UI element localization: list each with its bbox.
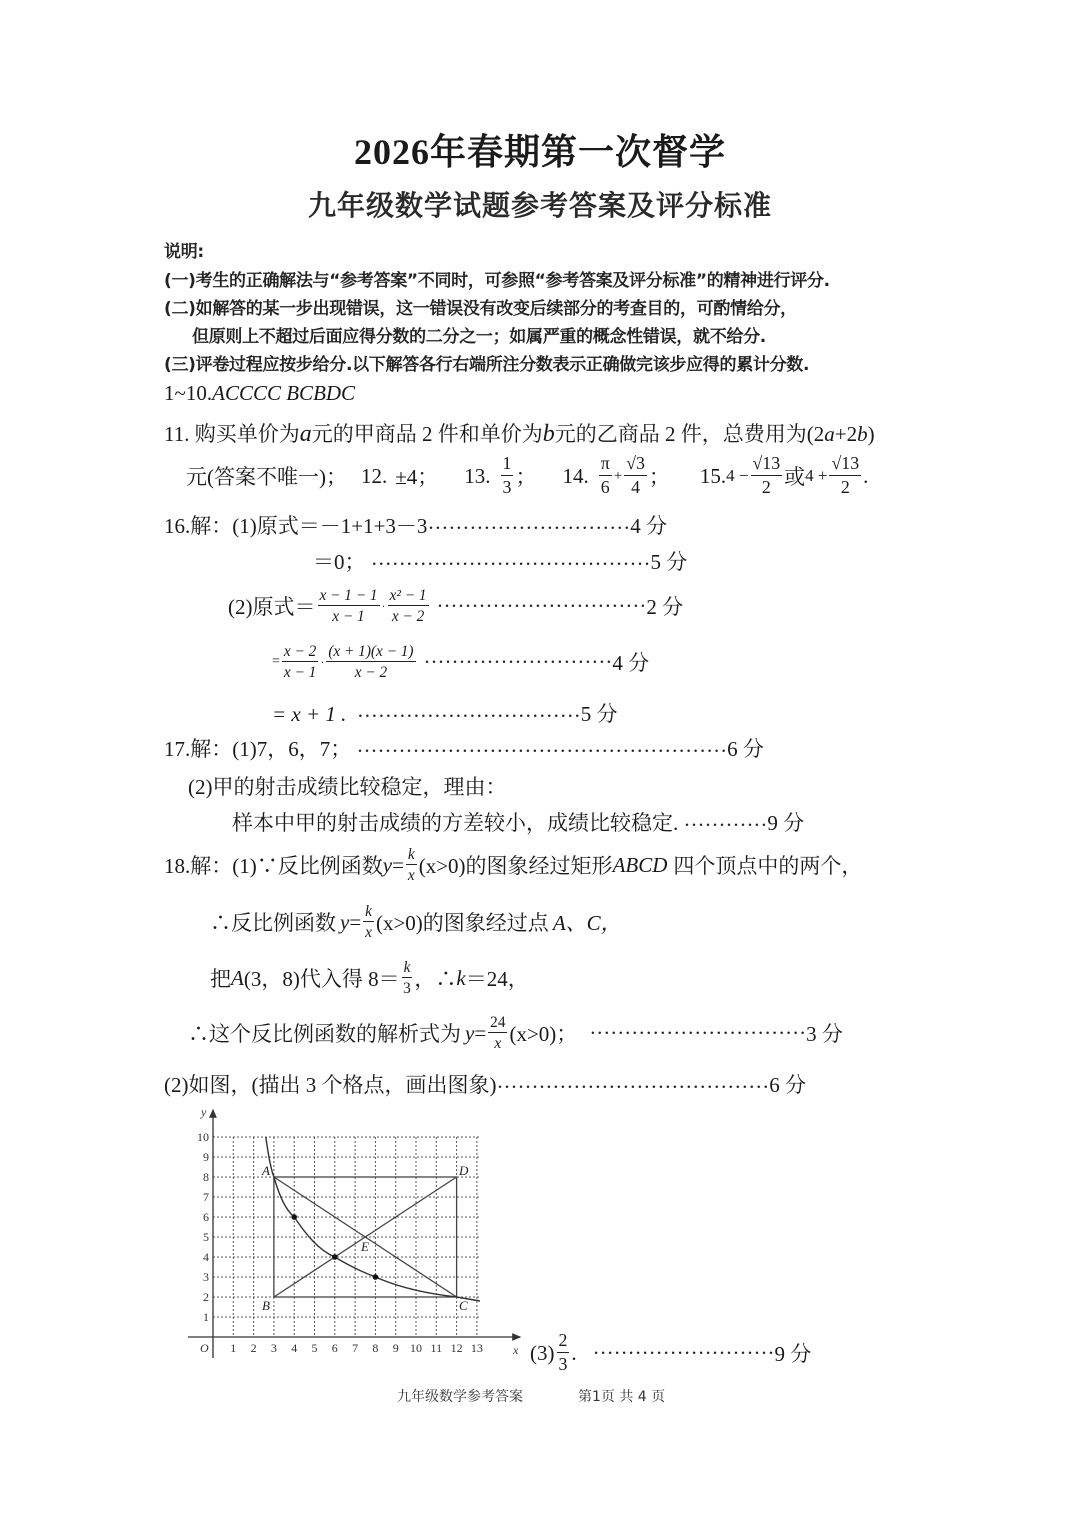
numerator: x² − 1	[388, 588, 429, 606]
q17-part2-reason	[232, 807, 804, 838]
fraction	[363, 904, 374, 941]
q11-var-b: b	[542, 421, 555, 447]
fraction	[282, 644, 318, 681]
denominator: 2	[840, 477, 850, 497]
q17-reason: 样本中甲的射击成绩的方差较小，成绩比较稳定.	[232, 811, 679, 835]
q18-line1	[164, 840, 862, 890]
denominator: x	[365, 924, 372, 941]
document-title: 2026年春期第一次督学	[353, 132, 726, 172]
q18-text: ，∴	[414, 967, 457, 991]
q15-fraction-1	[751, 455, 783, 497]
score: 4 分	[630, 514, 667, 538]
q18-line4	[188, 1008, 843, 1058]
points: A、C，	[552, 911, 622, 935]
var-y: y	[382, 852, 393, 877]
q14-fraction-1	[599, 455, 612, 497]
q13-fraction	[501, 455, 514, 497]
dot-operator: ·	[381, 598, 386, 613]
q14-number: 14.	[562, 463, 589, 488]
numerator: (x + 1)(x − 1)	[326, 644, 415, 662]
q18-text: (3，8)代入得 8＝	[243, 967, 400, 991]
numerator: x − 1 − 1	[318, 588, 380, 606]
var-y: y	[340, 909, 350, 934]
q18-line6	[530, 1328, 811, 1378]
fraction	[326, 644, 415, 681]
q15-tail: .	[863, 463, 869, 488]
q16-expr: (1)原式＝－1+1+3－3	[232, 514, 428, 538]
q11-tail: 元(答案不唯一)；	[186, 465, 347, 489]
svg-text:10: 10	[410, 1341, 422, 1355]
q16-part1-line2	[313, 546, 687, 577]
q14-fraction-2	[624, 455, 647, 497]
svg-text:13: 13	[470, 1341, 483, 1355]
label-b: B	[262, 1298, 270, 1313]
svg-text:12: 12	[450, 1341, 463, 1355]
svg-text:8: 8	[372, 1341, 379, 1355]
choice-answer-letters: ACCCC BCBDC	[212, 381, 356, 405]
document-subtitle: 九年级数学试题参考答案及评分标准	[307, 191, 772, 222]
point-8-3	[373, 1274, 379, 1280]
score: 6 分	[769, 1073, 806, 1097]
numerator: x − 2	[282, 644, 318, 662]
score: 5 分	[650, 550, 688, 574]
svg-text:3: 3	[203, 1270, 209, 1284]
q16-part2-line1	[228, 580, 683, 632]
score-leader: ··························	[592, 1340, 775, 1365]
choice-label: 1~10.	[164, 381, 213, 405]
var-k: k	[456, 965, 466, 990]
q17-label: 17.解：	[164, 737, 233, 761]
svg-text:6: 6	[203, 1210, 209, 1224]
score: 6 分	[727, 737, 764, 761]
q11-number: 11.	[164, 422, 190, 446]
q11-to-q15-line	[186, 450, 868, 502]
score: 3 分	[806, 1022, 843, 1046]
y-axis-label: y	[201, 1105, 207, 1119]
point-a: A	[231, 965, 244, 990]
score-leader: ···························	[423, 649, 613, 674]
equals: =	[392, 852, 404, 877]
fraction	[388, 588, 429, 625]
q18-line3	[210, 953, 529, 1003]
q18-text: 把	[210, 967, 231, 991]
svg-text:6: 6	[331, 1341, 338, 1355]
q15-number: 15.	[699, 463, 727, 488]
plus-sign: +	[613, 467, 623, 484]
grid-lines	[213, 1137, 480, 1337]
denominator: x − 1	[283, 664, 317, 681]
score-leader: ·····················································	[356, 738, 728, 763]
denominator: 4	[631, 477, 640, 497]
numerator: √13	[751, 455, 783, 476]
note-item-3: (三)评卷过程应按步给分.以下解答各行右端所注分数表示正确做完该步应得的累计分数.	[164, 355, 810, 375]
svg-text:9: 9	[392, 1341, 399, 1355]
numerator: 1	[501, 455, 514, 476]
denominator: x − 2	[354, 664, 388, 681]
denominator: 2	[761, 477, 771, 497]
numerator: 2	[557, 1332, 570, 1353]
score-leader: ············	[683, 812, 768, 837]
svg-text:4: 4	[203, 1250, 209, 1264]
q18-label: 18.解：	[164, 854, 233, 878]
var-y: y	[465, 1020, 475, 1045]
q18-text: (x>0)；	[509, 1022, 578, 1046]
q11-var-a: a	[299, 421, 312, 447]
dot-operator: ·	[320, 654, 325, 669]
fraction	[402, 960, 413, 997]
q16-expr: = x + 1 .	[272, 702, 347, 726]
page-number: 第1页 共 4 页	[578, 1389, 666, 1405]
denominator: x	[407, 867, 415, 884]
denominator: x − 1	[332, 608, 365, 625]
equals: =	[349, 909, 362, 934]
score: 4 分	[612, 651, 650, 675]
score: 9 分	[774, 1342, 812, 1366]
q13-number: 13.	[464, 463, 491, 488]
q11-text: )	[867, 422, 875, 446]
q18-text: ＝24，	[465, 967, 529, 991]
q15-fraction-2	[829, 455, 861, 497]
footer-label: 九年级数学参考答案	[397, 1389, 523, 1405]
q11-text: 元的甲商品 2 件和单价为	[311, 422, 543, 446]
q18-line5	[164, 1069, 806, 1100]
denominator: x	[494, 1035, 502, 1052]
q17-part1	[164, 733, 764, 764]
fraction	[557, 1332, 570, 1374]
q14-tail: ；	[648, 465, 670, 489]
choice-answers	[164, 381, 355, 406]
q15-term-a: 4 −	[726, 466, 749, 485]
q17-part2: (2)甲的射击成绩比较稳定，理由：	[188, 775, 507, 799]
score-leader: ·······································	[496, 1074, 770, 1099]
numerator: 24	[488, 1015, 507, 1033]
q11-text: 购买单价为	[194, 422, 300, 446]
q18-text: (1)∵反比例函数	[232, 854, 383, 878]
fraction	[406, 847, 417, 884]
q11-text: +2	[834, 422, 858, 446]
svg-text:1: 1	[230, 1341, 237, 1355]
score-leader: ·······························	[589, 1020, 807, 1045]
x-axis-label: x	[513, 1343, 519, 1357]
point-4-6	[291, 1214, 297, 1220]
rect-name: ABCD	[612, 852, 668, 877]
q11-var-a: a	[824, 422, 835, 446]
q18-text: ∴反比例函数	[210, 911, 336, 935]
q15-or: 或	[784, 465, 806, 489]
numerator: k	[406, 847, 417, 865]
denominator: 6	[600, 477, 610, 497]
q11-text: 元的乙商品 2 件，总费用为(2	[554, 422, 825, 446]
label-c: C	[459, 1298, 468, 1313]
score-leader: ································	[356, 703, 581, 728]
q18-text: .	[571, 1340, 577, 1365]
score-leader: ······························	[436, 593, 647, 618]
note-item-2: (二)如解答的某一步出现错误，这一错误没有改变后续部分的考查目的，可酌情给分，	[164, 299, 797, 319]
denominator: 3	[403, 980, 411, 997]
q18-text: (x>0)的图象经过点	[375, 911, 549, 935]
numerator: π	[599, 455, 612, 476]
q16-label: 16.解：	[164, 514, 233, 538]
q18-text: (3)	[530, 1340, 555, 1365]
score-leader: ·····························	[427, 515, 631, 540]
q16-expr: ＝0；	[313, 550, 366, 574]
q12-number: 12.	[361, 463, 388, 488]
fraction	[488, 1015, 507, 1052]
score: 5 分	[580, 702, 618, 726]
q18-line2	[210, 897, 622, 947]
score-leader: ········································	[370, 551, 651, 576]
denominator: 3	[502, 477, 512, 497]
note-item-1: (一)考生的正确解法与“参考答案”不同时，可参照“参考答案及评分标准”的精神进行评分.	[164, 271, 830, 291]
q18-text: ∴这个反比例函数的解析式为	[188, 1022, 461, 1046]
equals: =	[272, 654, 280, 669]
numerator: √3	[624, 455, 647, 476]
svg-text:10: 10	[197, 1130, 209, 1144]
origin-label: O	[200, 1341, 209, 1355]
numerator: k	[363, 904, 374, 922]
svg-text:9: 9	[203, 1150, 209, 1164]
note-item-2-cont: 但原则上不超过后面应得分数的二分之一；如属严重的概念性错误，就不给分.	[192, 327, 766, 347]
q18-text: 四个顶点中的两个，	[673, 854, 863, 878]
score: 2 分	[646, 595, 684, 619]
denominator: 3	[558, 1354, 568, 1374]
label-a: A	[262, 1163, 270, 1178]
fraction	[318, 588, 380, 625]
q18-text: (x>0)的图象经过矩形	[418, 854, 613, 878]
svg-text:2: 2	[203, 1290, 209, 1304]
notes-heading: 说明:	[164, 242, 204, 262]
denominator: x − 2	[391, 608, 425, 625]
svg-text:1: 1	[203, 1310, 209, 1324]
point-6-4	[332, 1254, 338, 1260]
label-e: E	[361, 1239, 369, 1254]
score: 9 分	[767, 811, 805, 835]
svg-text:2: 2	[250, 1341, 257, 1355]
svg-text:11: 11	[430, 1341, 443, 1355]
numerator: k	[402, 960, 413, 978]
svg-text:7: 7	[203, 1190, 209, 1204]
svg-text:7: 7	[352, 1341, 359, 1355]
q18-text: (2)如图，(描出 3 个格点，画出图象)	[164, 1073, 497, 1097]
q16-part2-line2	[272, 636, 649, 688]
svg-text:4: 4	[291, 1341, 298, 1355]
svg-text:5: 5	[311, 1341, 318, 1355]
numerator: √13	[829, 455, 861, 476]
svg-text:3: 3	[270, 1341, 277, 1355]
q16-part2-line3	[272, 698, 617, 729]
q12-answer: ±4；	[395, 465, 439, 489]
equals: =	[474, 1020, 487, 1045]
svg-text:5: 5	[203, 1230, 209, 1244]
label-d: D	[459, 1163, 469, 1178]
q15-term-b: 4 +	[805, 466, 828, 485]
svg-text:8: 8	[203, 1170, 209, 1184]
q17-answer: (1)7，6，7；	[232, 737, 352, 761]
q16-part1-line1	[164, 510, 667, 541]
q13-tail: ；	[515, 465, 537, 489]
inverse-function-graph	[180, 1100, 530, 1370]
q16-expr: (2)原式＝	[228, 595, 316, 619]
q11-line1	[164, 418, 875, 448]
q11-var-b: b	[857, 422, 868, 446]
